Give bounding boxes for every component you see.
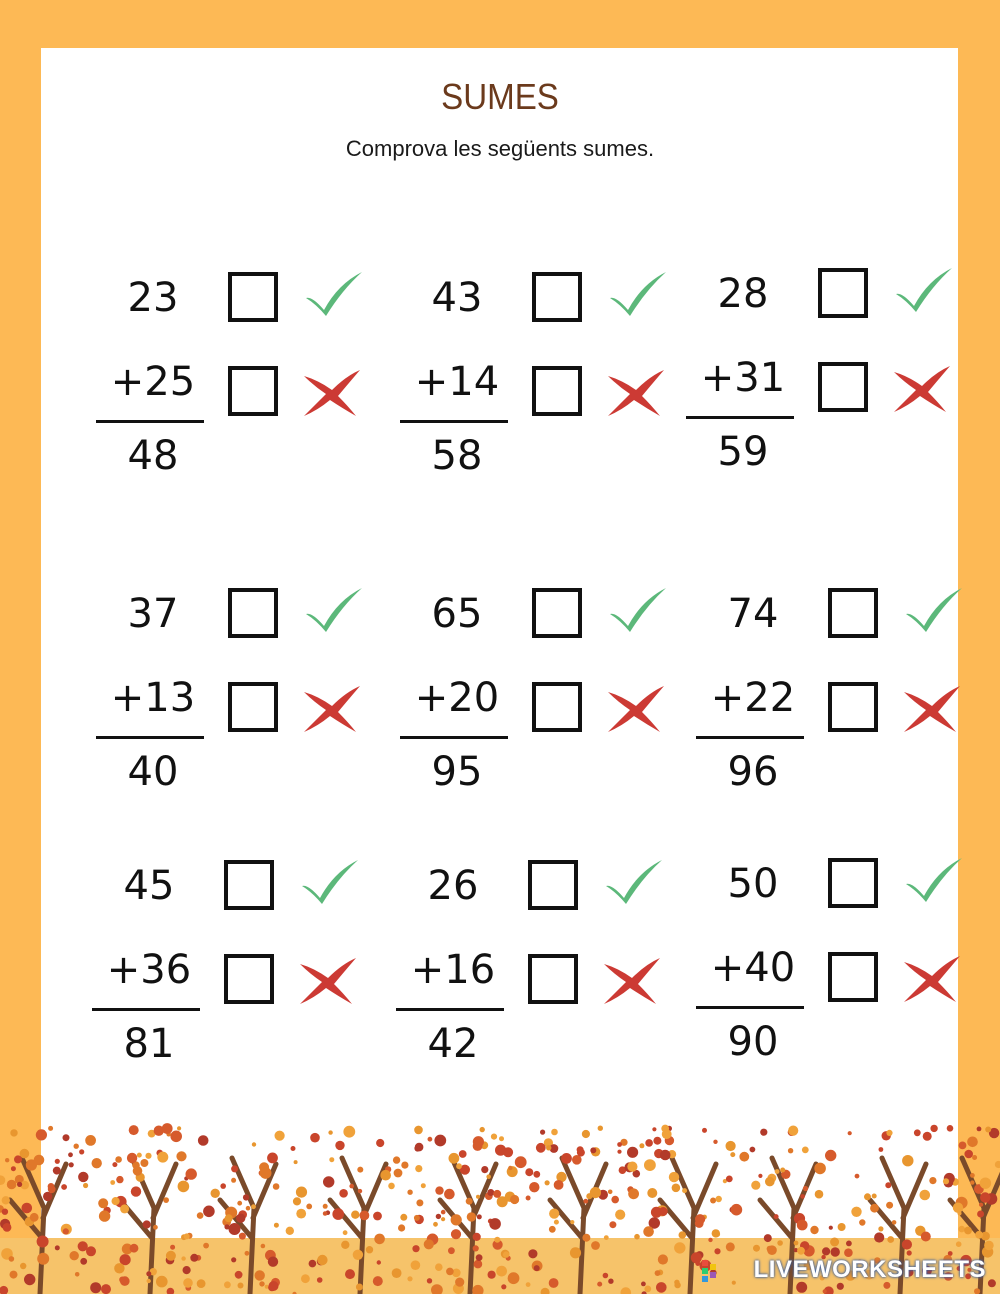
addend-1: 28 bbox=[717, 271, 769, 317]
addend-2: +36 bbox=[106, 947, 192, 993]
addend-2: +22 bbox=[710, 675, 796, 721]
cross-icon bbox=[888, 358, 954, 416]
proposed-result: 58 bbox=[431, 433, 483, 479]
check-icon bbox=[602, 856, 666, 908]
proposed-result: 48 bbox=[127, 433, 179, 479]
correct-checkbox[interactable] bbox=[228, 588, 278, 638]
proposed-result: 59 bbox=[717, 429, 769, 475]
proposed-result: 95 bbox=[431, 749, 483, 795]
addend-1: 37 bbox=[127, 591, 179, 637]
addend-2: +13 bbox=[110, 675, 196, 721]
proposed-result: 90 bbox=[727, 1019, 779, 1065]
check-icon bbox=[606, 584, 670, 636]
cross-icon bbox=[898, 948, 964, 1006]
incorrect-checkbox[interactable] bbox=[224, 954, 274, 1004]
addend-2: +25 bbox=[110, 359, 196, 405]
check-icon bbox=[302, 268, 366, 320]
incorrect-checkbox[interactable] bbox=[818, 362, 868, 412]
correct-checkbox[interactable] bbox=[228, 272, 278, 322]
correct-checkbox[interactable] bbox=[224, 860, 274, 910]
incorrect-checkbox[interactable] bbox=[228, 682, 278, 732]
cross-icon bbox=[598, 950, 664, 1008]
sum-line bbox=[400, 420, 508, 423]
addition-problem bbox=[688, 861, 988, 1094]
instructions: Comprova les següents sumes. bbox=[345, 136, 655, 161]
cross-icon bbox=[298, 362, 364, 420]
addend-1: 26 bbox=[427, 863, 479, 909]
proposed-result: 42 bbox=[427, 1021, 479, 1067]
incorrect-checkbox[interactable] bbox=[528, 954, 578, 1004]
incorrect-checkbox[interactable] bbox=[228, 366, 278, 416]
sum-line bbox=[96, 420, 204, 423]
incorrect-checkbox[interactable] bbox=[532, 682, 582, 732]
proposed-result: 40 bbox=[127, 749, 179, 795]
addition-problem bbox=[88, 275, 388, 508]
sum-line bbox=[92, 1008, 200, 1011]
cross-icon bbox=[298, 678, 364, 736]
correct-checkbox[interactable] bbox=[528, 860, 578, 910]
sum-line bbox=[686, 416, 794, 419]
correct-checkbox[interactable] bbox=[818, 268, 868, 318]
cross-icon bbox=[898, 678, 964, 736]
addend-1: 65 bbox=[431, 591, 483, 637]
addend-2: +16 bbox=[410, 947, 496, 993]
incorrect-checkbox[interactable] bbox=[828, 682, 878, 732]
addition-problem bbox=[392, 591, 692, 824]
addend-1: 23 bbox=[127, 275, 179, 321]
correct-checkbox[interactable] bbox=[828, 858, 878, 908]
check-icon bbox=[606, 268, 670, 320]
addend-1: 74 bbox=[727, 591, 779, 637]
addend-1: 43 bbox=[431, 275, 483, 321]
addend-2: +31 bbox=[700, 355, 786, 401]
addition-problem bbox=[392, 275, 692, 508]
correct-checkbox[interactable] bbox=[532, 272, 582, 322]
cross-icon bbox=[294, 950, 360, 1008]
correct-checkbox[interactable] bbox=[532, 588, 582, 638]
sum-line bbox=[96, 736, 204, 739]
addend-1: 50 bbox=[727, 861, 779, 907]
cross-icon bbox=[602, 362, 668, 420]
proposed-result: 96 bbox=[727, 749, 779, 795]
liveworksheets-logo-icon bbox=[702, 1260, 722, 1282]
sum-line bbox=[400, 736, 508, 739]
page-title: SUMES bbox=[441, 76, 559, 117]
check-icon bbox=[902, 584, 966, 636]
proposed-result: 81 bbox=[123, 1021, 175, 1067]
correct-checkbox[interactable] bbox=[828, 588, 878, 638]
addition-problem bbox=[88, 591, 388, 824]
sum-line bbox=[396, 1008, 504, 1011]
check-icon bbox=[892, 264, 956, 316]
addition-problem bbox=[84, 863, 384, 1096]
sum-line bbox=[696, 736, 804, 739]
addition-problem bbox=[678, 271, 978, 504]
brand-watermark: LIVEWORKSHEETS bbox=[753, 1256, 986, 1283]
addend-2: +20 bbox=[414, 675, 500, 721]
addend-2: +40 bbox=[710, 945, 796, 991]
sum-line bbox=[696, 1006, 804, 1009]
addend-1: 45 bbox=[123, 863, 175, 909]
addend-2: +14 bbox=[414, 359, 500, 405]
incorrect-checkbox[interactable] bbox=[532, 366, 582, 416]
addition-problem bbox=[688, 591, 988, 824]
check-icon bbox=[298, 856, 362, 908]
cross-icon bbox=[602, 678, 668, 736]
incorrect-checkbox[interactable] bbox=[828, 952, 878, 1002]
check-icon bbox=[302, 584, 366, 636]
check-icon bbox=[902, 854, 966, 906]
addition-problem bbox=[388, 863, 688, 1096]
